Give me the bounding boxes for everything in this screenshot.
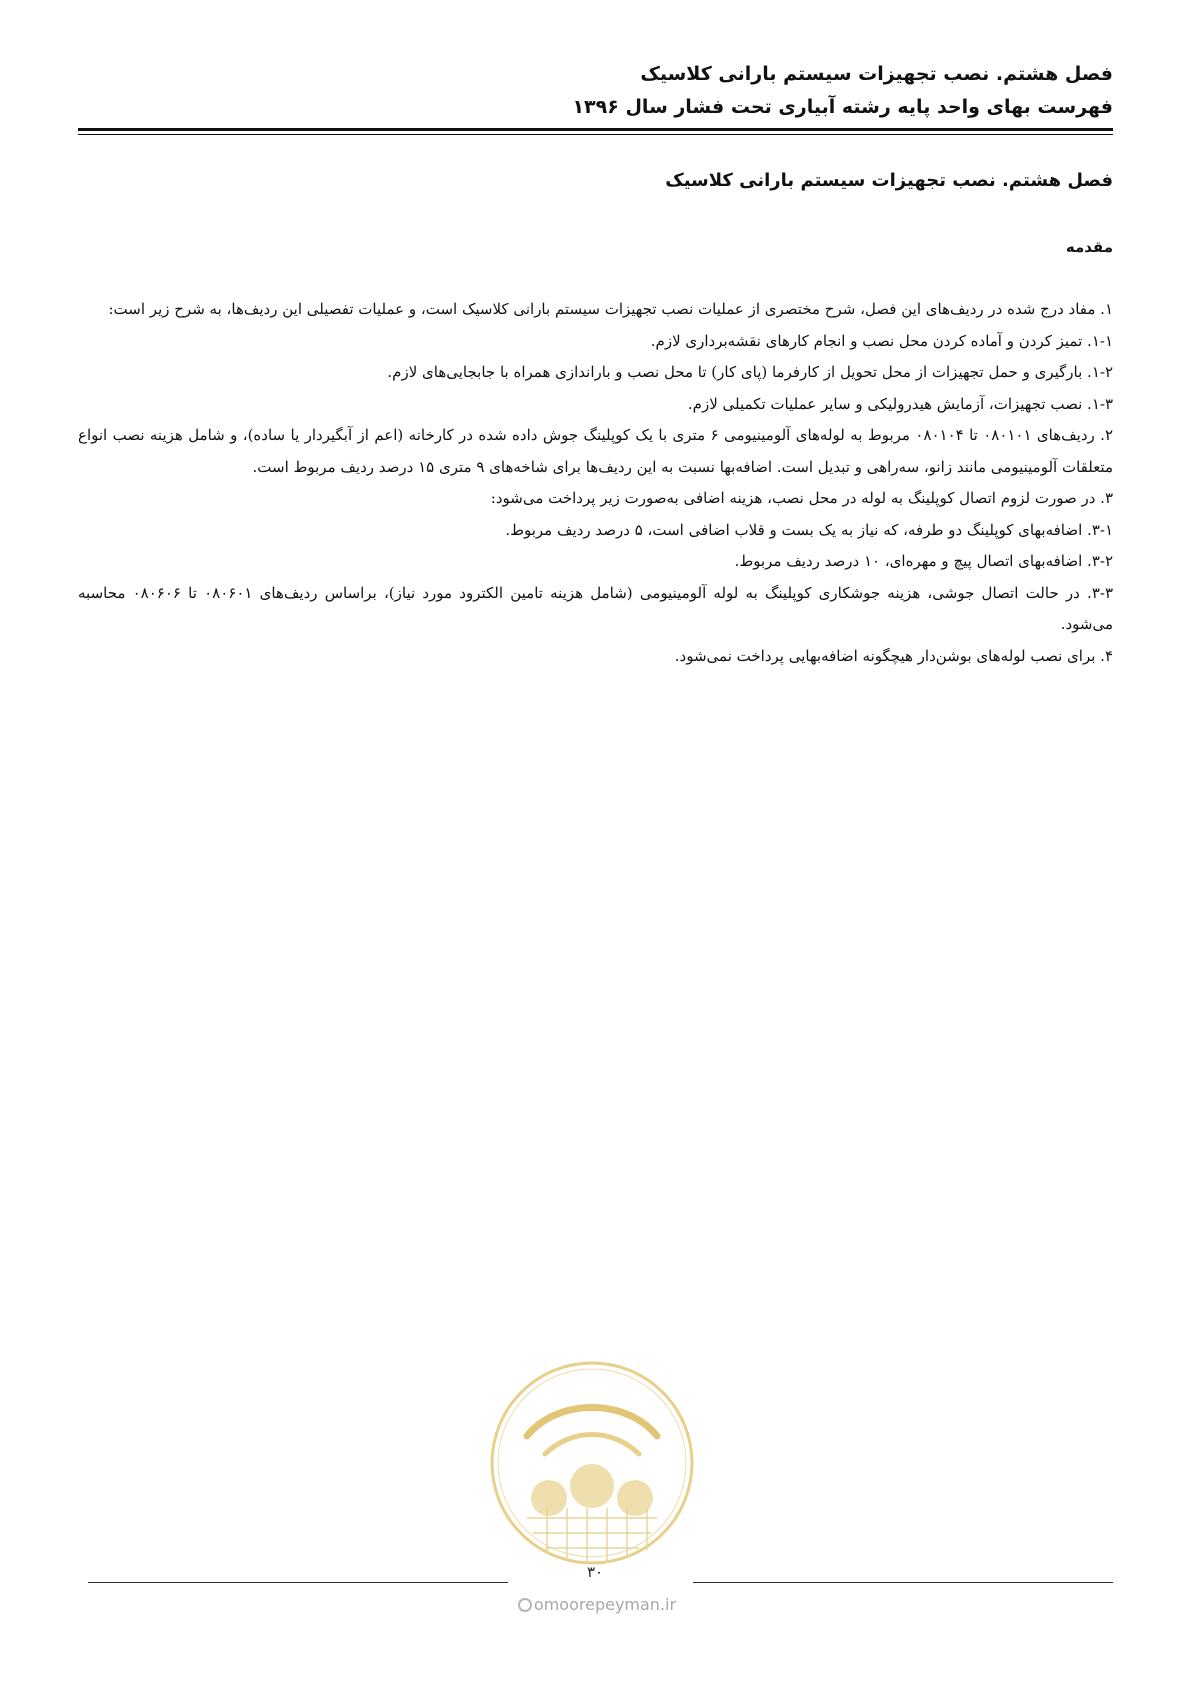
chapter-title: فصل هشتم. نصب تجهیزات سیستم بارانی کلاسیک	[665, 170, 1113, 191]
header-rule-thin	[78, 134, 1113, 135]
section-heading-intro: مقدمه	[1065, 238, 1113, 256]
paragraph-1-3: ۱-۳. نصب تجهیزات، آزمایش هیدرولیکی و سایر عملیات تکمیلی لازم.	[687, 394, 1113, 413]
paragraph-1: ۱. مفاد درج شده در ردیف‌های این فصل، شرح مختصری از عملیات نصب تجهیزات سیستم بارانی کلاسیک است، و عملیات تفصیلی این ردیف‌ها، به شرح زیر است:	[108, 300, 1113, 318]
footer-rule-right	[693, 1582, 1113, 1583]
at-sign-icon	[518, 1598, 532, 1612]
page-number: ۳۰	[586, 1563, 604, 1581]
paragraph-2: ۲. ردیف‌های ۰۸۰۱۰۱ تا ۰۸۰۱۰۴ مربوط به لوله‌های آلومینیومی ۶ متری با یک کوپلینگ جوش داده شده در کارخانه (اعم از آبگیردار یا ساده)، و شامل هزینه نصب انواع متعلقات آلومینیومی مانند زانو، سه‌راهی و تبدیل است. اضافه‌بها نسبت به این ردیف‌ها برای شاخه‌های ۹ متری ۱۵ درصد ردیف مربوط است.	[78, 426, 1113, 476]
running-header	[78, 58, 1113, 124]
header-book-line: فهرست بهای واحد پایه رشته آبیاری تحت فشار سال ۱۳۹۶	[572, 96, 1113, 118]
paragraph-3-3: ۳-۳. در حالت اتصال جوشی، هزینه جوشکاری کوپلینگ به لوله آلومینیومی (شامل هزینه تامین الکترود مورد نیاز)، براساس ردیف‌های ۰۸۰۶۰۱ تا ۰۸۰۶۰۶ محاسبه می‌شود.	[78, 583, 1113, 633]
seal-watermark-icon	[487, 1358, 697, 1568]
paragraph-3-1: ۳-۱. اضافه‌بهای کوپلینگ دو طرفه، که نیاز به یک بست و قلاب اضافی است، ۵ درصد ردیف مربوط.	[505, 520, 1113, 539]
body-text	[78, 294, 1113, 672]
site-watermark	[487, 1594, 707, 1616]
paragraph-3: ۳. در صورت لزوم اتصال کوپلینگ به لوله در محل نصب، هزینه اضافی به‌صورت زیر پرداخت می‌شود:	[490, 489, 1113, 507]
header-chapter-line: فصل هشتم. نصب تجهیزات سیستم بارانی کلاسیک	[640, 63, 1113, 85]
header-rule-thick	[78, 128, 1113, 131]
paragraph-3-2: ۳-۲. اضافه‌بهای اتصال پیچ و مهره‌ای، ۱۰ درصد ردیف مربوط.	[734, 552, 1113, 570]
paragraph-1-1: ۱-۱. تمیز کردن و آماده کردن محل نصب و انجام کارهای نقشه‌برداری لازم.	[650, 331, 1113, 350]
paragraph-4: ۴. برای نصب لوله‌های بوشن‌دار هیچگونه اضافه‌بهایی پرداخت نمی‌شود.	[674, 646, 1113, 665]
paragraph-1-2: ۱-۲. بارگیری و حمل تجهیزات از محل تحویل از کارفرما (پای کار) تا محل نصب و باراندازی همراه با جابجایی‌های لازم.	[387, 363, 1113, 381]
watermark-text: omoorepeyman.ir	[533, 1595, 677, 1614]
footer-rule-left	[88, 1582, 508, 1583]
